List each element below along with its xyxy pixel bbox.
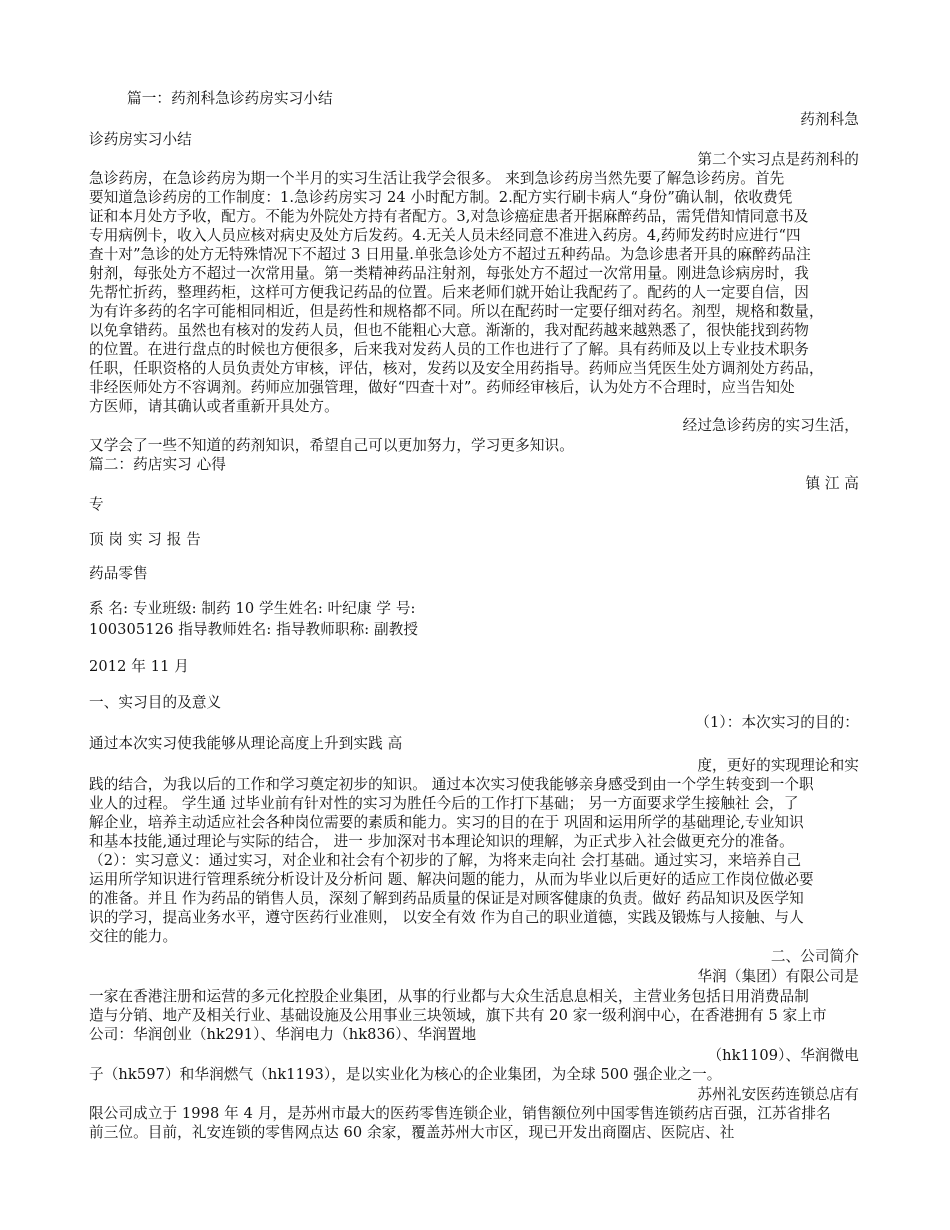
text-line: 急诊药房，在急诊药房为期一个半月的实习生活让我学会很多。 来到急诊药房当然先要了解急诊药房。首先	[89, 170, 785, 187]
text-line: 诊药房实习小结	[89, 131, 192, 148]
text-line: 任职，任职资格的人员负责处方审核，评估，核对，发药以及安全用药指导。药师应当凭医生处方调剂处方药品，	[89, 360, 824, 377]
text-line: 又学会了一些不知道的药剂知识，希望自己可以更加努力，学习更多知识。	[89, 437, 574, 454]
section-heading: 二、公司简介	[770, 948, 859, 965]
text-line: 非经医师处方不容调剂。药师应加强管理，做好“四查十对”。药师经审核后，认为处方不合理时，应当告知处	[89, 379, 795, 396]
text-line: 识的学习，提高业务水平，遵守医药行业准则， 以安全有效 作为自己的职业道德，实践及锻炼与人接触、与人	[89, 909, 804, 926]
student-info-line: 100305126 指导教师姓名: 指导教师职称: 副教授	[89, 621, 419, 638]
text-line: 造与分销、地产及相关行业、基础设施及公用事业三块领域，旗下共有 20 家一级利润中心，在香港拥有 5 家上市	[89, 1007, 827, 1024]
text-line: （2）：实习意义：通过实习，对企业和社会有个初步的了解，为将来走向社 会打基础。通过实习，来培养自己	[89, 852, 802, 869]
text-line: 专	[89, 496, 104, 513]
text-line: 交往的能力。	[89, 928, 178, 945]
text-line: 子（hk597）和华润燃气（hk1193），是以实业化为核心的企业集团，为全球 500 强企业之一。	[89, 1066, 722, 1083]
text-line: 证和本月处方予收，配方。不能为外院处方持有者配方。3,对急诊癌症患者开据麻醉药品，需凭借知情同意书及	[89, 208, 809, 225]
text-line: 度，更好的实现理论和实	[697, 757, 859, 774]
section-heading-1: 篇一：药剂科急诊药房实习小结	[127, 90, 333, 107]
text-line: 通过本次实习使我能够从理论高度上升到实践 高	[89, 735, 403, 752]
text-line: 查十对”急诊的处方无特殊情况下不超过 3 日用量.单张急诊处方不超过五种药品。为急诊患者开具的麻醉药品注	[89, 246, 811, 263]
text-line: 限公司成立于 1998 年 4 月，是苏州市最大的医药零售连锁企业，销售额位列中国零售连锁药店百强，江苏省排名	[89, 1105, 831, 1122]
text-line: 运用所学知识进行管理系统分析设计及分析问 题、解决问题的能力，从而为毕业以后更好的适应工作岗位做必要	[89, 871, 814, 888]
text-line: 经过急诊药房的实习生活，	[682, 417, 859, 434]
text-line: 业人的过程。 学生通 过毕业前有针对性的实习为胜任今后的工作打下基础； 另一方面要求学生接触社 会，了	[89, 795, 799, 812]
date-line: 2012 年 11 月	[89, 658, 189, 675]
text-line: 一家在香港注册和运营的多元化控股企业集团，从事的行业都与大众生活息息相关，主营业务包括日用消费品制	[89, 988, 809, 1005]
text-line: 公司：华润创业（hk291）、华润电力（hk836）、华润置地	[89, 1026, 477, 1043]
text-line: 镇 江 高	[805, 475, 859, 492]
text-line: 射剂，每张处方不超过一次常用量。第一类精神药品注射剂，每张处方不超过一次常用量。刚进急诊病房时，我	[89, 265, 809, 282]
text-line: 要知道急诊药房的工作制度：1.急诊药房实习 24 小时配方制。2.配方实行刷卡病人“身份”确认制，依收费凭	[89, 189, 793, 206]
text-line: （hk1109）、华润微电	[707, 1047, 859, 1064]
text-line: 方医师，请其确认或者重新开具处方。	[89, 398, 339, 415]
student-info-line: 系 名: 专业班级: 制药 10 学生姓名: 叶纪康 学 号:	[89, 600, 416, 617]
text-line: 苏州礼安医药连锁总店有	[697, 1086, 859, 1103]
report-title: 顶 岗 实 习 报 告	[89, 531, 201, 548]
text-line: 华润（集团）有限公司是	[697, 968, 859, 985]
text-line: 和基本技能,通过理论与实际的结合， 进一 步加深对书本理论知识的理解，为正式步入社会做更充分的准备。	[89, 833, 794, 850]
text-line: 药剂科急	[800, 111, 859, 128]
text-line: 以免拿错药。虽然也有核对的发药人员，但也不能粗心大意。渐渐的，我对配药越来越熟悉了，很快能找到药物	[89, 322, 809, 339]
text-line: 先帮忙折药，整理药柜，这样可方便我记药品的位置。后来老师们就开始让我配药了。配药的人一定要自信，因	[89, 284, 809, 301]
section-heading-2: 篇二：药店实习 心得	[89, 456, 226, 473]
text-line: 解企业，培养主动适应社会各种岗位需要的素质和能力。实习的目的在于 巩固和运用所学的基础理论,专业知识	[89, 814, 804, 831]
text-line: 第二个实习点是药剂科的	[697, 151, 859, 168]
text-line: （1）：本次实习的目的：	[695, 714, 859, 731]
section-heading: 一、实习目的及意义	[89, 694, 222, 711]
text-line: 践的结合，为我以后的工作和学习奠定初步的知识。 通过本次实习使我能够亲身感受到由一个学生转变到一个职	[89, 776, 814, 793]
text-line: 的位置。在进行盘点的时候也方便很多，后来我对发药人员的工作也进行了了解。具有药师及以上专业技术职务	[89, 341, 809, 358]
text-line: 专用病例卡，收入人员应核对病史及处方后发药。4.无关人员未经同意不准进入药房。4,药师发药时应进行“四	[89, 227, 801, 244]
text-line: 的准备。并且 作为药品的销售人员，深刻了解到药品质量的保证是对顾客健康的负责。做好 药品知识及医学知	[89, 890, 804, 907]
text-line: 药品零售	[89, 565, 148, 582]
text-line: 为有许多药的名字可能相同相近，但是药性和规格都不同。所以在配药时一定要仔细对药名。剂型，规格和数量，	[89, 303, 824, 320]
text-line: 前三位。目前，礼安连锁的零售网点达 60 余家，覆盖苏州大市区，现已开发出商圈店、医院店、社	[89, 1124, 735, 1141]
